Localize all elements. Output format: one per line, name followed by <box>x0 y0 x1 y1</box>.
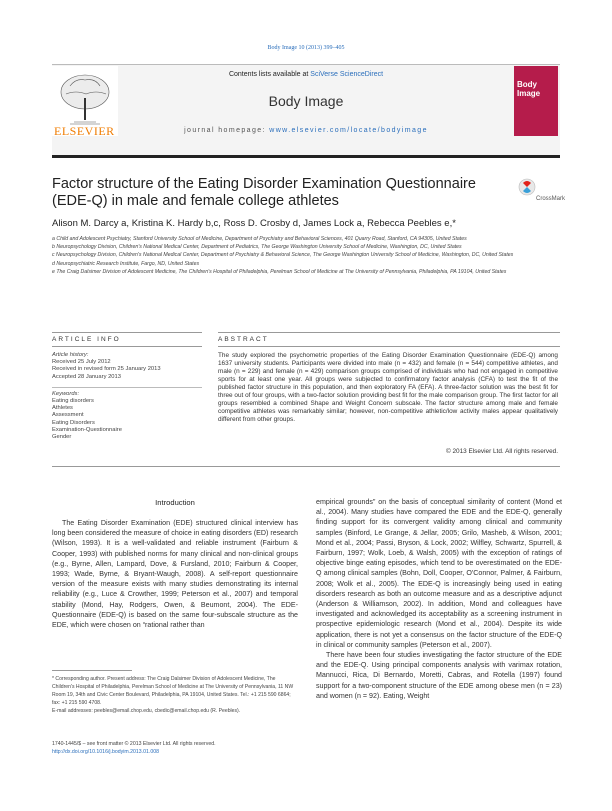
journal-name: Body Image <box>268 93 344 109</box>
homepage-prefix: journal homepage: <box>184 127 270 134</box>
issn-line: 1740-1445/$ – see front matter © 2013 Elsevier Ltd. All rights reserved. <box>52 741 216 747</box>
footnote <box>52 675 298 715</box>
journal-header-band <box>52 64 560 158</box>
article-title: Factor structure of the Eating Disorder Examination Questionnaire (EDE-Q) in male and female college athletes <box>52 176 476 209</box>
keyword: Gender <box>52 434 72 441</box>
body-left-column <box>52 518 298 630</box>
journal-reference[interactable]: Body Image 10 (2013) 399–405 <box>267 45 345 51</box>
abstract-text: The study explored the psychometric properties of the Eating Disorder Examination Questionnaire (EDE-Q) among 1637 university students. Participants were divided into male (n = 432) and female (n = 544) competitive athletes, and male (n = 229) and female (n = 429) comparison groups comprised of individuals who had not engaged in competitive sports for at least one year. All groups were subjected to confirmatory factor analysis (CFA) to test the fit of the published factor structure in this population, and then exploratory FA (EFA). A three-factor solution was the best fit for three out of four groups, with a two-factor solution providing best fit for the male comparison group. The first factor for all groups resembled a combined Shape and Weight Concern subscale. The factor structure among male and female competitive athletes was remarkably similar; however, non-competitive athletic/low activity males appear qualitatively different from other groups. <box>218 352 558 424</box>
footnote-rule <box>52 670 132 671</box>
divider <box>52 387 202 388</box>
affiliation-a: a Child and Adolescent Psychiatry, Stanford University School of Medicine, Department of Psychiatry and Behavioral Sciences, 401 Quarry Road, Stanford, CA 94305, United States <box>52 236 467 242</box>
affiliation-b: b Neuropsychology Division, Children's National Medical Center, Department of Pediatrics, The George Washington University School of Medicine, Washington, DC, United States <box>52 244 462 251</box>
divider <box>52 346 202 347</box>
homepage-link[interactable]: www.elsevier.com/locate/bodyimage <box>269 127 428 134</box>
publisher-name: ELSEVIER <box>54 124 115 138</box>
crossmark-label: CrossMark <box>536 196 566 202</box>
email-addresses[interactable]: E-mail addresses: peebles@email.chop.edu, cbedic@email.chop.edu (R. Peebles). <box>52 708 241 714</box>
section-heading-introduction: Introduction <box>155 498 195 507</box>
abstract-heading: ABSTRACT <box>218 336 269 343</box>
body-right-column <box>316 497 562 701</box>
keywords-label: Keywords: <box>52 390 80 397</box>
paragraph: The Eating Disorder Examination (EDE) structured clinical interview has long been considered the measure of choice in eating disorders (ED) research (Wilson, 1993). It is a well-validated and reliable instrument (Fairburn & Cooper, 1993) with published norms for many clinical and non-clinical groups (e.g., Byrne, Allen, Lampard, Dove, & Fursland, 2010; Fairburn & Cooper, 1993; Wade, Byrne, & Bryant-Waugh, 2008). A self-report questionnaire version of the measure exists with many studies demonstrating its internal reliability (e.g., Luce & Crowther, 1999; Peterson et al., 2007) and temporal stability (Mond, Hay, Rodgers, Owen, & Beumont, 2004). The EDE-Questionnaire (EDE-Q) is based on the same four-subscale structure as the EDE, which were chosen on “rational rather than <box>52 519 298 630</box>
crossmark-icon <box>518 176 578 206</box>
doi-link[interactable]: http://dx.doi.org/10.1016/j.bodyim.2013.01.008 <box>52 749 159 755</box>
issn-block <box>52 740 352 756</box>
copyright: © 2013 Elsevier Ltd. All rights reserved. <box>446 448 558 455</box>
divider <box>52 332 202 333</box>
keyword: Eating Disorders <box>52 419 95 426</box>
keyword: Athletes <box>52 405 73 412</box>
revised-date: Received in revised form 25 January 2013 <box>52 366 161 373</box>
author-list: Alison M. Darcy a, Kristina K. Hardy b,c, Ross D. Crosby d, James Lock a, Rebecca Peebles e,* <box>52 218 456 229</box>
divider <box>218 346 560 347</box>
article-info-heading: ARTICLE INFO <box>52 336 121 343</box>
divider <box>218 332 560 333</box>
paragraph: empirical grounds” on the basis of conceptual similarity of content (Mond et al., 2004). Many studies have compared the EDE and the EDE-Q, generally finding support for its convergent validity among clinical and community samples (Binford, Le Grange, & Jellar, 2005; Grilo, Masheb, & Wilson, 2001; Mond et al., 2004; Passi, Bryson, & Lock, 2002; Wilfley, Schwartz, Spurrell, & Fairburn, 1997; Wolk, Loeb, & Walsh, 2005) with the exception of ratings of objective binge eating episodes, which tend to be overestimated on the EDE-Q among clinical samples (Bohn, Doll, Cooper, O'Connor, Palmer, & Fairburn, 2008; Wolk et al., 2005). The EDE-Q is increasingly being used in eating disorders research as both an outcome measure and as a descriptive adjunct (Anderson & Williamson, 2002). In addition, Mond and colleagues have investigated and acknowledged its acceptability as a screening instrument in prospective epidemiologic research (Mond et al., 2004). Despite its wide application, there is not yet a consensus on the factor structure of the EDE-Q in clinical or community samples (Peterson et al., 2007). <box>316 498 562 649</box>
divider <box>52 466 560 467</box>
keyword: Eating disorders <box>52 398 94 405</box>
sciencedirect-link[interactable]: SciVerse ScienceDirect <box>310 71 384 78</box>
article-info <box>52 352 202 441</box>
affiliations <box>52 235 572 276</box>
paragraph: There have been four studies investigating the factor structure of the EDE and the EDE-Q. Using principal components analysis with varimax rotation, Mannucci, Rica, Di Bernardo, Moretti, Cabras, and Rotella (1997) found support for a two-component structure of the EDE among obese men (n = 23) and women (n = 92). Eating, Weight <box>316 651 562 700</box>
keyword: Examination-Questionnaire <box>52 426 122 433</box>
affiliation-e: e The Craig Dalsimer Division of Adolescent Medicine, The Children's Hospital of Philadelphia, Perelman School of Medicine at The University of Pennsylvania, Philadelphia, PA 19104, United States <box>52 268 507 275</box>
history-label: Article history: <box>52 352 89 358</box>
contents-prefix: Contents lists available at <box>228 71 311 78</box>
received-date: Received 25 July 2012 <box>52 359 111 366</box>
cover-title: Body Image <box>517 80 541 98</box>
affiliation-c: c Neuropsychology Division, Children's National Medical Center, Department of Psychiatry & Behavioral Science, The George Washington University School of Medicine, Washington, DC, United States <box>52 252 514 259</box>
corresponding-author: * Corresponding author. Present address: The Craig Dalsimer Division of Adolescent Medicine, The Children's Hospital of Philadelphia, Perelman School of Medicine at The University of Pennsylvania, 11 NW Room 19, 34th and Civic Center Boulevard, Philadelphia, PA 19104, United States. Tel.: +1 215 590 6864; fax: +1 215 590 4708. <box>52 676 294 706</box>
journal-cover-thumbnail[interactable] <box>514 66 558 136</box>
keyword: Assessment <box>52 412 84 419</box>
affiliation-d: d Neuropsychiatric Research Institute, Fargo, ND, United States <box>52 260 200 267</box>
crossmark-badge[interactable] <box>518 176 578 206</box>
accepted-date: Accepted 28 January 2013 <box>52 373 121 380</box>
